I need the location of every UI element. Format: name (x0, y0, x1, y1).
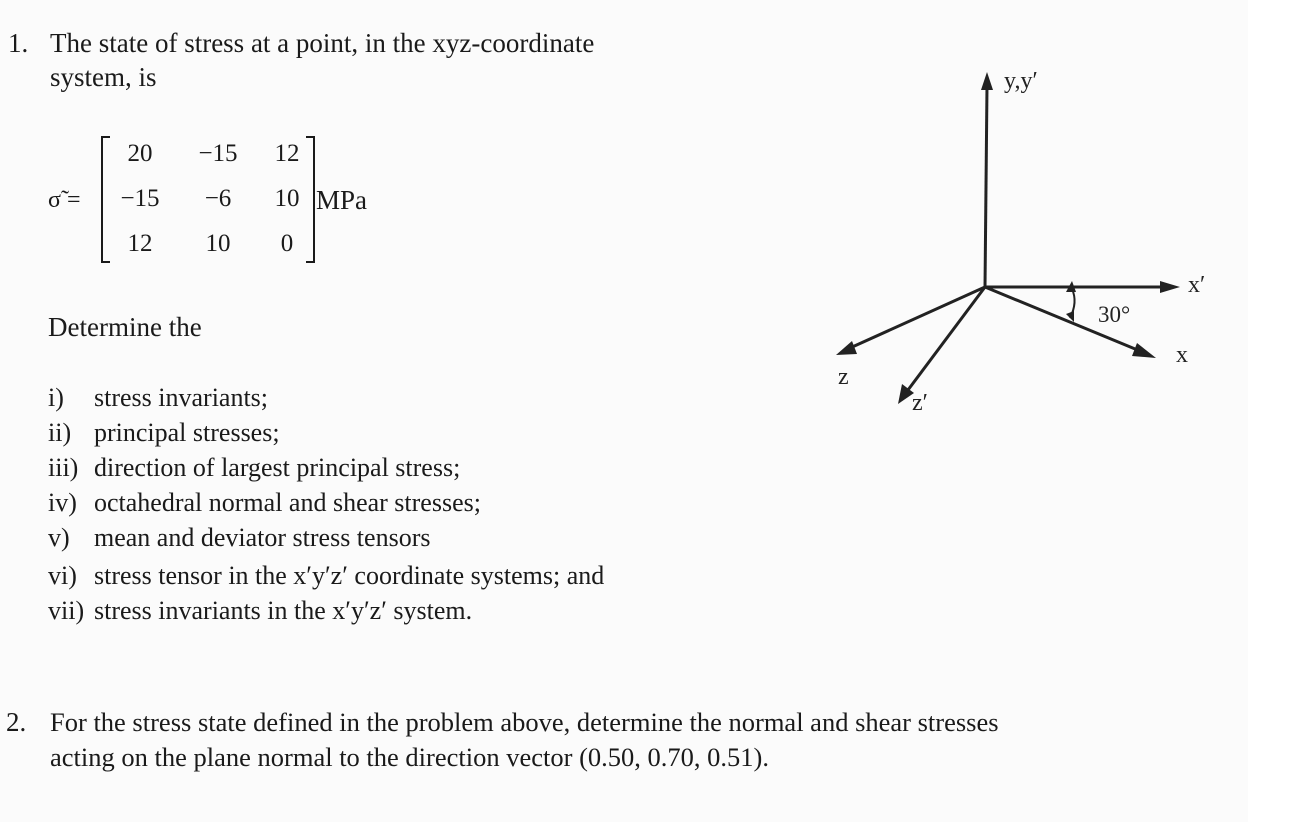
list-item-text: mean and deviator stress tensors (94, 523, 431, 552)
list-item-label: ii) (48, 418, 72, 447)
angle-label: 30° (1098, 302, 1131, 327)
list-item-text: stress invariants in the x′y′z′ system. (94, 596, 473, 625)
y-axis-line (985, 86, 987, 287)
label-z-prime: z′ (912, 390, 928, 416)
label-x: x (1176, 342, 1188, 368)
z-axis-line (850, 287, 985, 348)
tensor-cell-13: 12 (274, 140, 300, 167)
y-axis-arrowhead (981, 72, 993, 90)
tensor-cell-32: 10 (205, 230, 231, 257)
list-item-label: iii) (48, 453, 79, 482)
problem-2-number: 2. (6, 707, 27, 737)
x-prime-axis-arrowhead (1160, 281, 1180, 293)
label-z: z (838, 364, 849, 390)
x-axis-arrowhead (1132, 343, 1156, 358)
tensor-unit: MPa (316, 185, 368, 215)
list-item-label: vi) (48, 561, 77, 590)
tensor-symbol: σ̃ = (48, 187, 81, 213)
tensor-cell-11: 20 (127, 140, 153, 167)
label-y-yprime: y,y′ (1004, 68, 1038, 94)
z-axis-arrowhead (836, 341, 857, 355)
determine-label: Determine the (48, 312, 202, 342)
z-prime-axis-line (908, 287, 985, 390)
list-item-label: vii) (48, 596, 85, 625)
list-item-text: stress tensor in the x′y′z′ coordinate systems; and (94, 561, 605, 590)
problem-1-number: 1. (8, 28, 29, 58)
tensor-cell-12: −15 (198, 140, 238, 167)
tensor-cell-33: 0 (280, 230, 294, 257)
label-x-prime: x′ (1188, 272, 1206, 298)
tensor-cell-31: 12 (127, 230, 153, 257)
problem-1-statement-line-1: The state of stress at a point, in the xyz-coordinate (50, 28, 595, 58)
tensor-cell-23: 10 (274, 185, 300, 212)
tensor-cell-22: −6 (204, 185, 232, 212)
list-item-text: principal stresses; (94, 418, 280, 447)
list-item-text: direction of largest principal stress; (94, 453, 461, 482)
list-item-text: octahedral normal and shear stresses; (94, 488, 481, 517)
problem-2-line-1: For the stress state defined in the problem above, determine the normal and shear stresses (50, 707, 999, 737)
problem-2-line-2: acting on the plane normal to the direction vector (0.50, 0.70, 0.51). (50, 742, 769, 772)
list-item-label: i) (48, 383, 64, 412)
problem-1-statement-line-2: system, is (50, 62, 157, 92)
list-item-label: v) (48, 523, 70, 552)
tensor-cell-21: −15 (120, 185, 160, 212)
list-item-text: stress invariants; (94, 383, 269, 412)
list-item-label: iv) (48, 488, 77, 517)
